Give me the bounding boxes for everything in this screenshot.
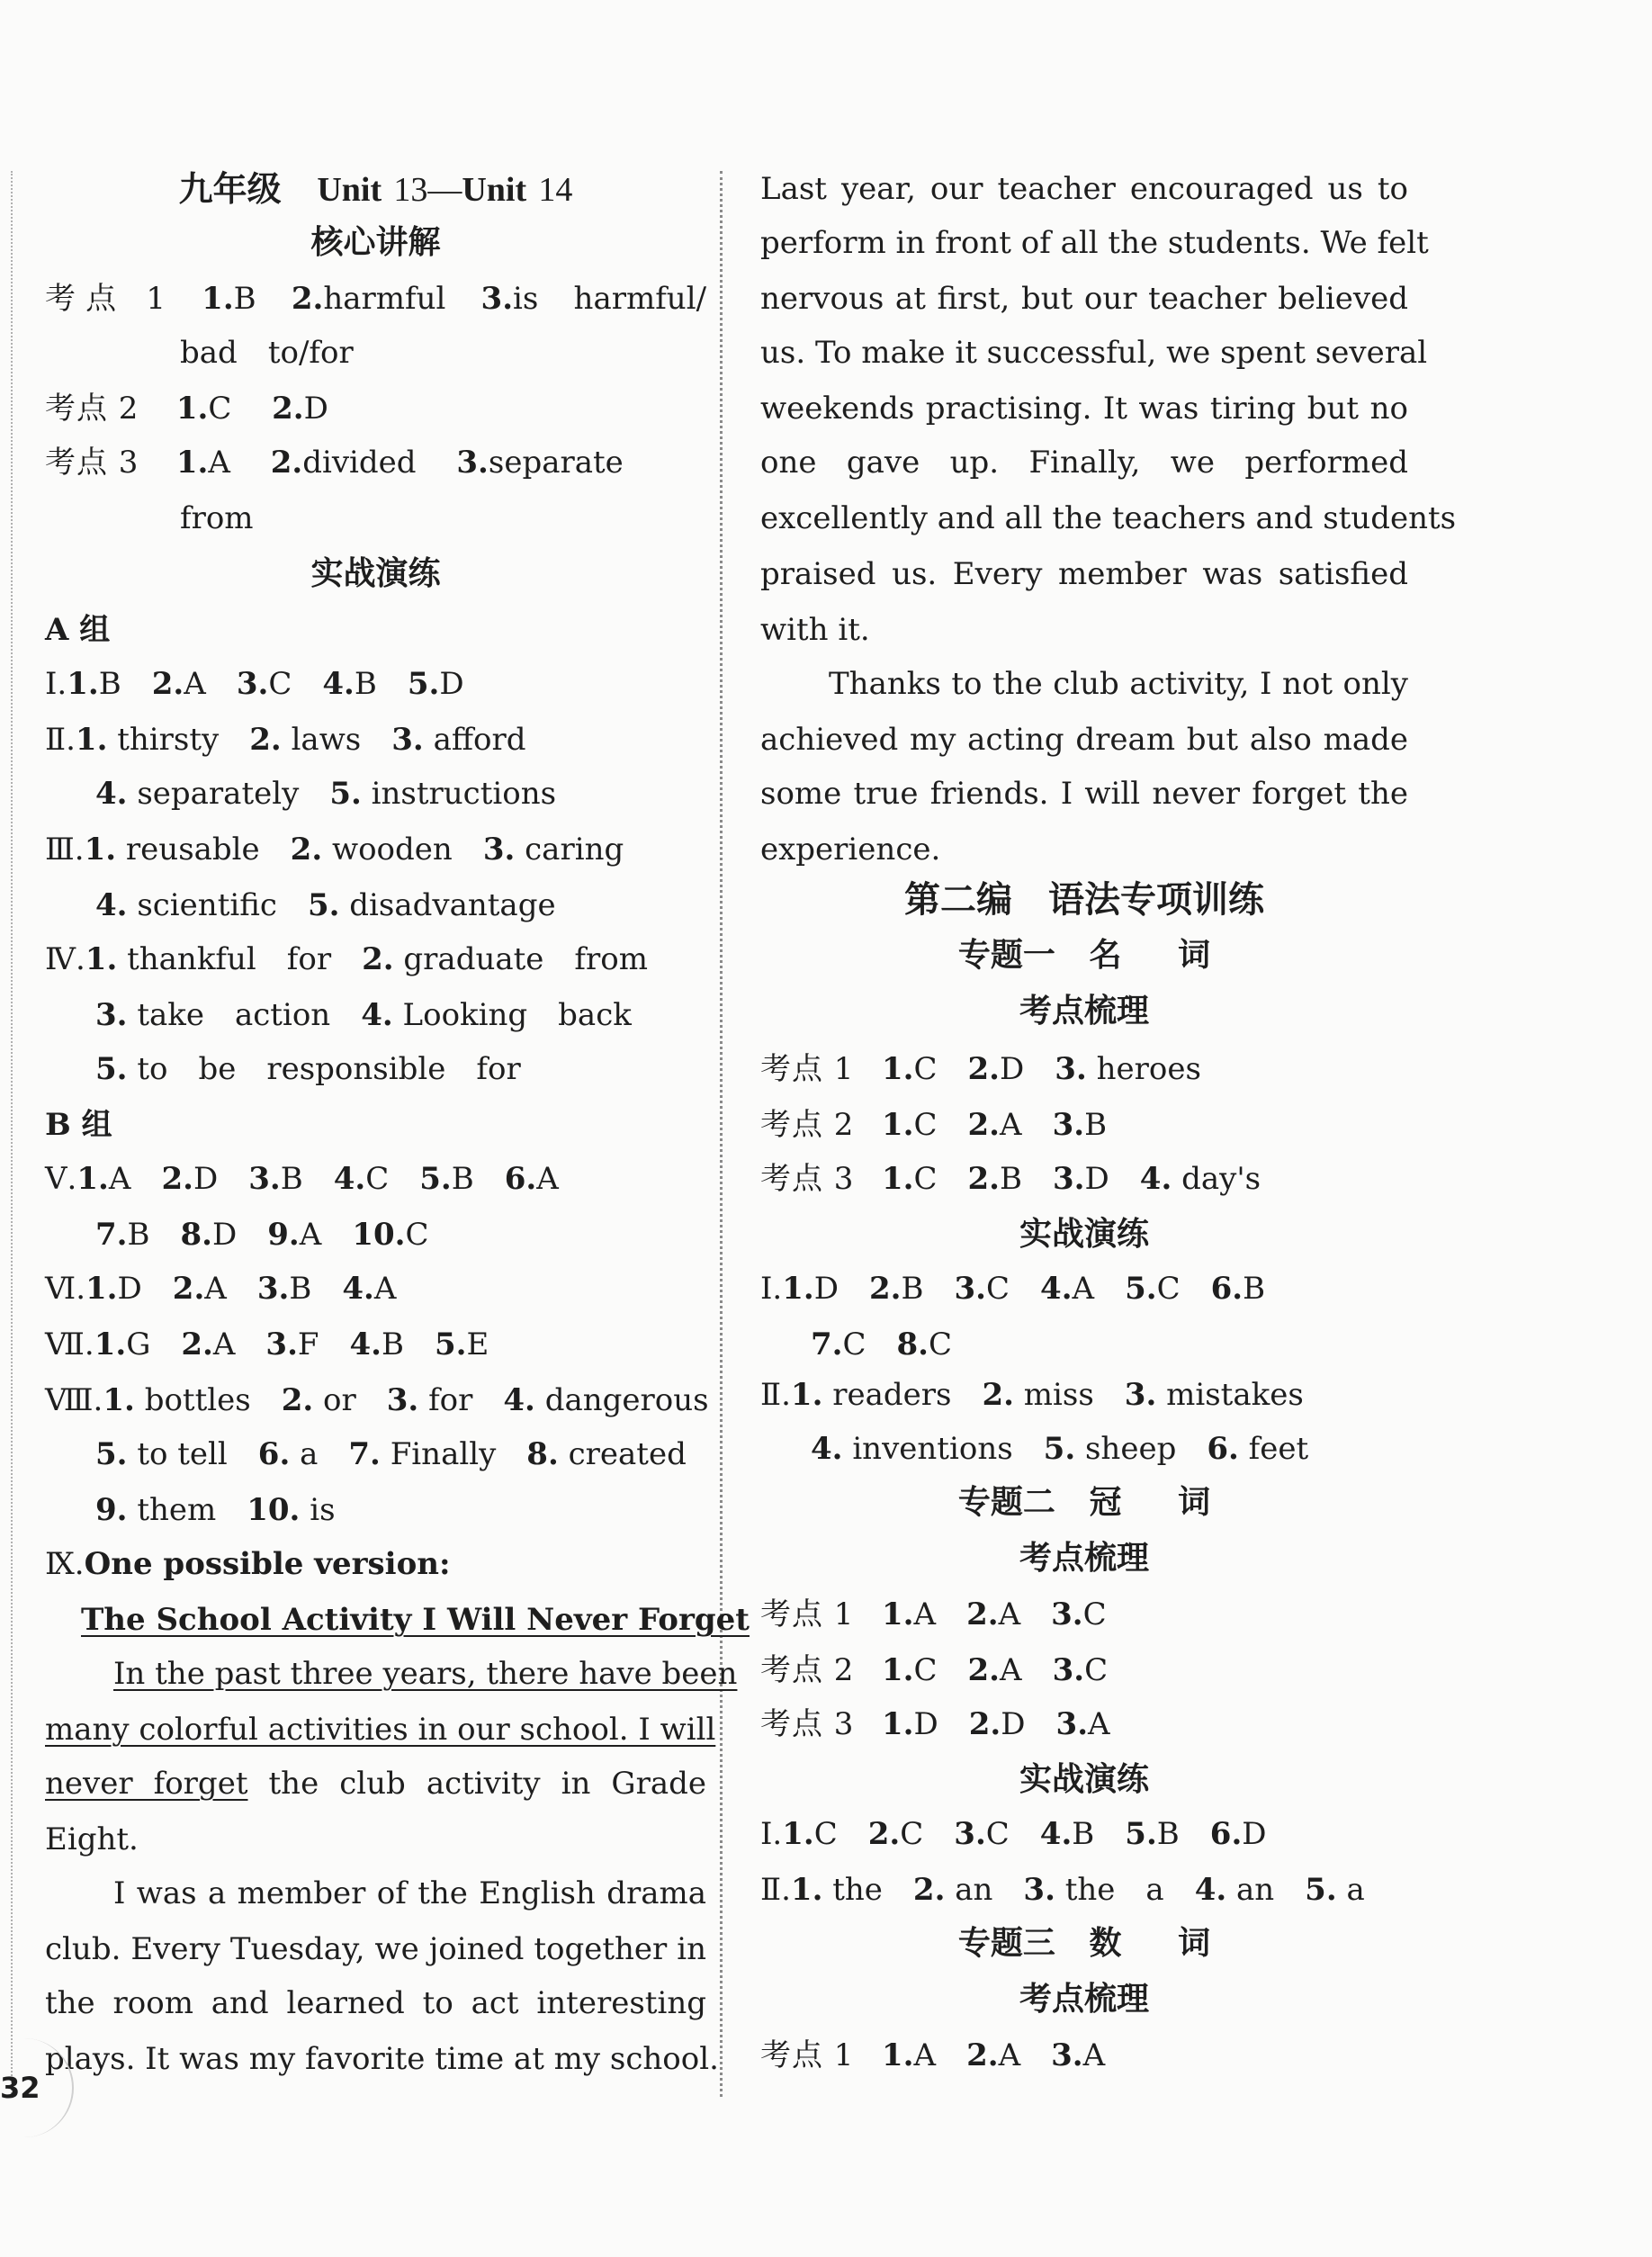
section-v-line-1: Ⅴ.1.A 2.D 3.B 4.C 5.B 6.A (45, 1161, 559, 1197)
essay-cont-line-8: praised us. Every member was satisfied (760, 556, 1408, 592)
section-iv-line-1: Ⅳ.1. thankful for 2. graduate from (45, 941, 648, 977)
kd1-line-2: bad to/for (180, 335, 354, 371)
t1-kd3: 考点 3 1.C 2.B 3.D 4. day's (760, 1161, 1261, 1197)
section-viii-line-3: 9. them 10. is (95, 1492, 336, 1528)
essay-line-1: In the past three years, there have been (113, 1656, 738, 1692)
essay-line-8: plays. It was my favorite time at my school. (45, 2041, 719, 2077)
t2-kd2: 考点 2 1.C 2.A 3.C (760, 1652, 1109, 1688)
topic3-title: 专题三 数 词 (957, 1925, 1211, 1962)
section-iii-line-1: Ⅲ.1. reusable 2. wooden 3. caring (45, 832, 624, 868)
section-ii-line-2: 4. separately 5. instructions (95, 776, 557, 812)
topic2-review-heading: 考点梳理 (1019, 1540, 1149, 1577)
essay-cont-line-4: us. To make it successful, we spent several (760, 335, 1428, 371)
section-v-line-2: 7.B 8.D 9.A 10.C (95, 1217, 429, 1253)
section-i-answers: Ⅰ.1.B 2.A 3.C 4.B 5.D (45, 666, 464, 702)
t2-kd3: 考点 3 1.D 2.D 3.A (760, 1706, 1110, 1742)
topic1-review-heading: 考点梳理 (1019, 993, 1149, 1030)
part2-title: 第二编 语法专项训练 (904, 879, 1264, 921)
topic3-review-heading: 考点梳理 (1019, 1981, 1149, 2018)
section-vi-answers: Ⅵ.1.D 2.A 3.B 4.A (45, 1271, 397, 1307)
section-iii-line-2: 4. scientific 5. disadvantage (95, 887, 556, 923)
essay-line-2: many colorful activities in our school. I will (45, 1712, 716, 1748)
section-iv-line-3: 5. to be responsible for (95, 1051, 521, 1087)
section-heading-core: 核心讲解 (310, 224, 441, 261)
section-iv-line-2: 3. take action 4. Looking back (95, 997, 632, 1033)
kd2-line: 考点 2 1.C 2.D (45, 391, 328, 427)
essay-cont-line-5: weekends practising. It was tiring but no (760, 391, 1408, 427)
essay-cont-line-12: some true friends. I will never forget the (760, 776, 1408, 812)
essay-cont-line-9: with it. (760, 612, 870, 648)
t1-section-i-line-2: 7.C 8.C (811, 1326, 953, 1362)
essay-line-6: club. Every Tuesday, we joined together in (45, 1931, 706, 1967)
topic1-title: 专题一 名 词 (957, 937, 1211, 974)
section-heading-practice: 实战演练 (310, 555, 441, 592)
essay-title: The School Activity I Will Never Forget (81, 1602, 750, 1638)
t2-section-ii: Ⅱ.1. the 2. an 3. the a 4. an 5. a (760, 1872, 1365, 1908)
essay-line-3: never forget the club activity in Grade (45, 1766, 707, 1802)
group-b-label: B 组 (45, 1107, 112, 1143)
essay-cont-line-13: experience. (760, 832, 941, 868)
essay-cont-line-10: Thanks to the club activity, I not only (829, 666, 1408, 702)
t1-section-ii-line-2: 4. inventions 5. sheep 6. feet (811, 1431, 1309, 1467)
t1-kd2: 考点 2 1.C 2.A 3.B (760, 1107, 1108, 1143)
group-a-label: A 组 (45, 612, 111, 648)
kd3-line-2: from (180, 500, 254, 536)
section-ii-line-1: Ⅱ.1. thirsty 2. laws 3. afford (45, 722, 526, 758)
essay-line-7: the room and learned to act interesting (45, 1985, 706, 2021)
kd3-line-1: 考点 3 1.A 2.divided 3.separate (45, 445, 624, 481)
t1-section-i-line-1: Ⅰ.1.D 2.B 3.C 4.A 5.C 6.B (760, 1271, 1266, 1307)
t2-section-i: Ⅰ.1.C 2.C 3.C 4.B 5.B 6.D (760, 1816, 1267, 1852)
section-ix-label: Ⅸ.One possible version: (45, 1546, 451, 1582)
essay-cont-line-2: perform in front of all the students. We felt (760, 225, 1429, 261)
t1-kd1: 考点 1 1.C 2.D 3. heroes (760, 1051, 1201, 1087)
t3-kd1: 考点 1 1.A 2.A 3.A (760, 2037, 1106, 2073)
section-viii-line-1: Ⅷ.1. bottles 2. or 3. for 4. dangerous (45, 1382, 709, 1418)
essay-line-5: I was a member of the English drama (113, 1875, 706, 1911)
section-vii-answers: Ⅶ.1.G 2.A 3.F 4.B 5.E (45, 1326, 489, 1362)
essay-line-4: Eight. (45, 1821, 139, 1857)
left-margin-rule (11, 171, 13, 2097)
page-number: 32 (0, 2071, 40, 2105)
topic2-practice-heading: 实战演练 (1019, 1761, 1149, 1798)
t2-kd1: 考点 1 1.A 2.A 3.C (760, 1596, 1107, 1632)
essay-cont-line-3: nervous at first, but our teacher believed (760, 281, 1408, 317)
t1-section-ii-line-1: Ⅱ.1. readers 2. miss 3. mistakes (760, 1377, 1304, 1413)
kd1-line-1: 考点 1 1.B 2.harmful 3.is harmful/ (45, 281, 707, 317)
unit-title-cn: 九年级 (178, 169, 282, 209)
essay-cont-line-1: Last year, our teacher encouraged us to (760, 171, 1408, 207)
essay-cont-line-7: excellently and all the teachers and students (760, 500, 1457, 536)
column-divider (720, 171, 723, 2097)
unit-title: 九年级 Unit 13—Unit 14 (178, 169, 573, 209)
topic1-practice-heading: 实战演练 (1019, 1216, 1149, 1253)
section-viii-line-2: 5. to tell 6. a 7. Finally 8. created (95, 1436, 687, 1472)
topic2-title: 专题二 冠 词 (957, 1484, 1211, 1521)
essay-cont-line-6: one gave up. Finally, we performed (760, 445, 1408, 481)
essay-cont-line-11: achieved my acting dream but also made (760, 722, 1408, 758)
